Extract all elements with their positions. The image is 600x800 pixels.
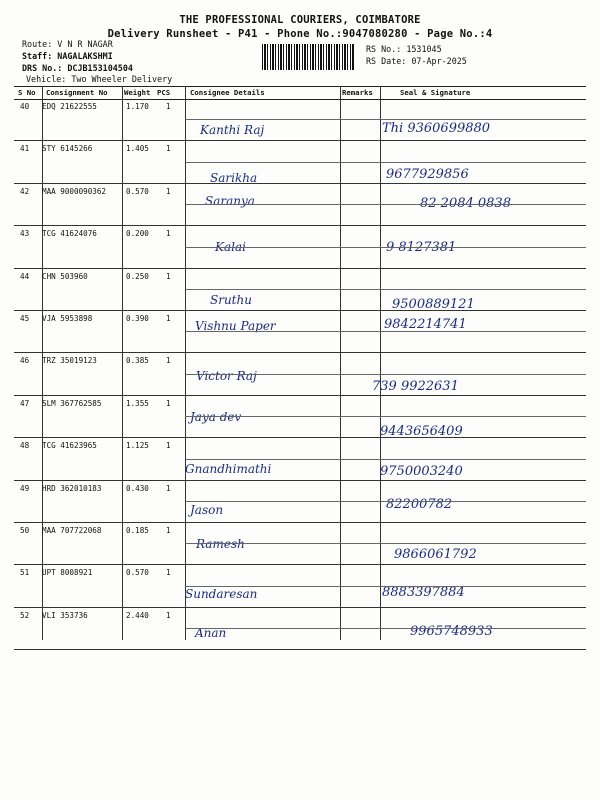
- cell-sno: 42: [20, 186, 30, 196]
- consignee-signature: Saranya: [205, 193, 255, 208]
- row-subdivider: [185, 374, 586, 375]
- cell-consignment: HRD 362010183: [42, 483, 102, 493]
- cell-weight: 1.125: [126, 441, 149, 451]
- row-subdivider: [185, 331, 586, 332]
- seal-signature: 9842214741: [384, 317, 467, 332]
- seal-signature: Thi 9360699880: [382, 121, 491, 136]
- col-consignee: Consignee Details: [190, 88, 265, 97]
- seal-signature: 9750003240: [380, 464, 463, 480]
- cell-weight: 1.170: [126, 102, 149, 111]
- col-remarks: Remarks: [342, 88, 373, 97]
- rs-number: RS No.: 1531045: [366, 44, 442, 54]
- col-weight: Weight: [124, 88, 151, 97]
- staff-label: Staff: NAGALAKSHMI: [22, 51, 113, 61]
- row-subdivider: [185, 459, 586, 460]
- cell-weight: 2.440: [126, 610, 149, 620]
- cell-consignment: UPT 8008921: [42, 568, 93, 578]
- cell-consignment: TRZ 35019123: [42, 356, 97, 366]
- cell-sno: 51: [20, 568, 30, 578]
- cell-pcs: 1: [166, 102, 171, 111]
- cell-weight: 0.200: [126, 229, 149, 239]
- rs-date: RS Date: 07-Apr-2025: [366, 56, 467, 66]
- row-subdivider: [185, 416, 586, 417]
- row-subdivider: [185, 501, 586, 502]
- cell-sno: 49: [20, 483, 30, 493]
- cell-weight: 1.405: [126, 144, 149, 154]
- seal-signature: 9 8127381: [386, 240, 457, 256]
- col-pcs: PCS: [157, 88, 171, 97]
- row-subdivider: [185, 162, 586, 163]
- col-seal: Seal & Signature: [400, 88, 471, 97]
- seal-signature: 739 9922631: [372, 379, 459, 395]
- cell-pcs: 1: [166, 271, 171, 281]
- vehicle-label: Vehicle: Two Wheeler Delivery: [26, 74, 173, 84]
- route-label: Route: V N R NAGAR: [22, 39, 113, 49]
- cell-consignment: EDQ 21622555: [42, 102, 97, 111]
- row-subdivider: [185, 586, 586, 587]
- company-title: THE PROFESSIONAL COURIERS, COIMBATORE: [179, 14, 421, 26]
- cell-consignment: TCG 41623965: [42, 441, 97, 451]
- cell-consignment: STY 6145266: [42, 144, 93, 154]
- cell-weight: 0.430: [126, 483, 149, 493]
- cell-weight: 0.390: [126, 314, 149, 323]
- cell-pcs: 1: [166, 568, 171, 578]
- cell-sno: 52: [20, 610, 30, 620]
- consignee-signature: Gnandhimathi: [185, 462, 272, 477]
- row-subdivider: [185, 204, 586, 205]
- cell-consignment: CHN 503960: [42, 271, 88, 281]
- cell-pcs: 1: [166, 229, 171, 239]
- col-sno: S No: [18, 88, 36, 97]
- col-consignment: Consignment No: [46, 88, 108, 97]
- seal-signature: 82200782: [386, 496, 453, 512]
- seal-signature: 9965748933: [410, 623, 493, 639]
- consignee-signature: Vishnu Paper: [195, 319, 276, 333]
- row-subdivider: [185, 289, 586, 290]
- cell-pcs: 1: [166, 144, 171, 154]
- cell-sno: 44: [20, 271, 30, 281]
- cell-sno: 40: [20, 102, 30, 111]
- cell-weight: 0.185: [126, 526, 149, 535]
- cell-sno: 48: [20, 441, 30, 451]
- runsheet-title: Delivery Runsheet - P41 - Phone No.:9047080280 - Page No.:4: [107, 28, 493, 40]
- seal-signature: 9500889121: [392, 296, 475, 312]
- row-subdivider: [185, 543, 586, 544]
- consignee-signature: Sarikha: [210, 171, 258, 186]
- cell-weight: 0.385: [126, 356, 149, 366]
- cell-consignment: MAA 707722068: [42, 526, 102, 535]
- row-subdivider: [185, 119, 586, 120]
- row-subdivider: [185, 628, 586, 629]
- cell-consignment: MAA 9000090362: [42, 186, 107, 196]
- cell-pcs: 1: [166, 441, 171, 451]
- consignee-signature: Ramesh: [196, 537, 245, 551]
- seal-signature: 9443656409: [380, 423, 463, 439]
- cell-consignment: VJA 5953898: [42, 314, 93, 323]
- consignee-signature: Jaya dev: [190, 409, 242, 424]
- table-header: [14, 86, 586, 100]
- cell-weight: 0.570: [126, 568, 149, 578]
- cell-sno: 47: [20, 398, 30, 408]
- seal-signature: 9677929856: [386, 167, 469, 183]
- seal-signature: 9866061792: [394, 547, 477, 562]
- drs-number: DRS No.: DCJB153104504: [22, 63, 133, 73]
- consignee-signature: Kalai: [215, 240, 246, 255]
- consignee-signature: Sruthu: [210, 292, 252, 307]
- cell-sno: 45: [20, 314, 30, 323]
- cell-weight: 0.250: [126, 271, 149, 281]
- cell-pcs: 1: [166, 610, 171, 620]
- consignee-signature: Anan: [195, 625, 227, 640]
- row-divider: [14, 649, 586, 650]
- barcode: [262, 44, 354, 70]
- cell-weight: 0.570: [126, 186, 149, 196]
- cell-consignment: SLM 367762585: [42, 398, 102, 408]
- cell-pcs: 1: [166, 526, 171, 535]
- cell-sno: 41: [20, 144, 30, 154]
- row-subdivider: [185, 247, 586, 248]
- consignee-signature: Sundaresan: [185, 587, 258, 602]
- cell-pcs: 1: [166, 314, 171, 323]
- cell-consignment: VLI 353736: [42, 610, 88, 620]
- consignee-signature: Victor Raj: [196, 369, 257, 384]
- cell-pcs: 1: [166, 186, 171, 196]
- cell-pcs: 1: [166, 356, 171, 366]
- cell-pcs: 1: [166, 483, 171, 493]
- cell-weight: 1.355: [126, 398, 149, 408]
- cell-sno: 46: [20, 356, 30, 366]
- cell-pcs: 1: [166, 398, 171, 408]
- cell-sno: 43: [20, 229, 30, 239]
- consignee-signature: Jason: [190, 502, 224, 517]
- seal-signature: 82 2084 0838: [420, 195, 511, 211]
- seal-signature: 8883397884: [382, 585, 465, 601]
- cell-consignment: TCG 41624076: [42, 229, 97, 239]
- cell-sno: 50: [20, 526, 30, 535]
- consignee-signature: Kanthi Raj: [200, 123, 265, 137]
